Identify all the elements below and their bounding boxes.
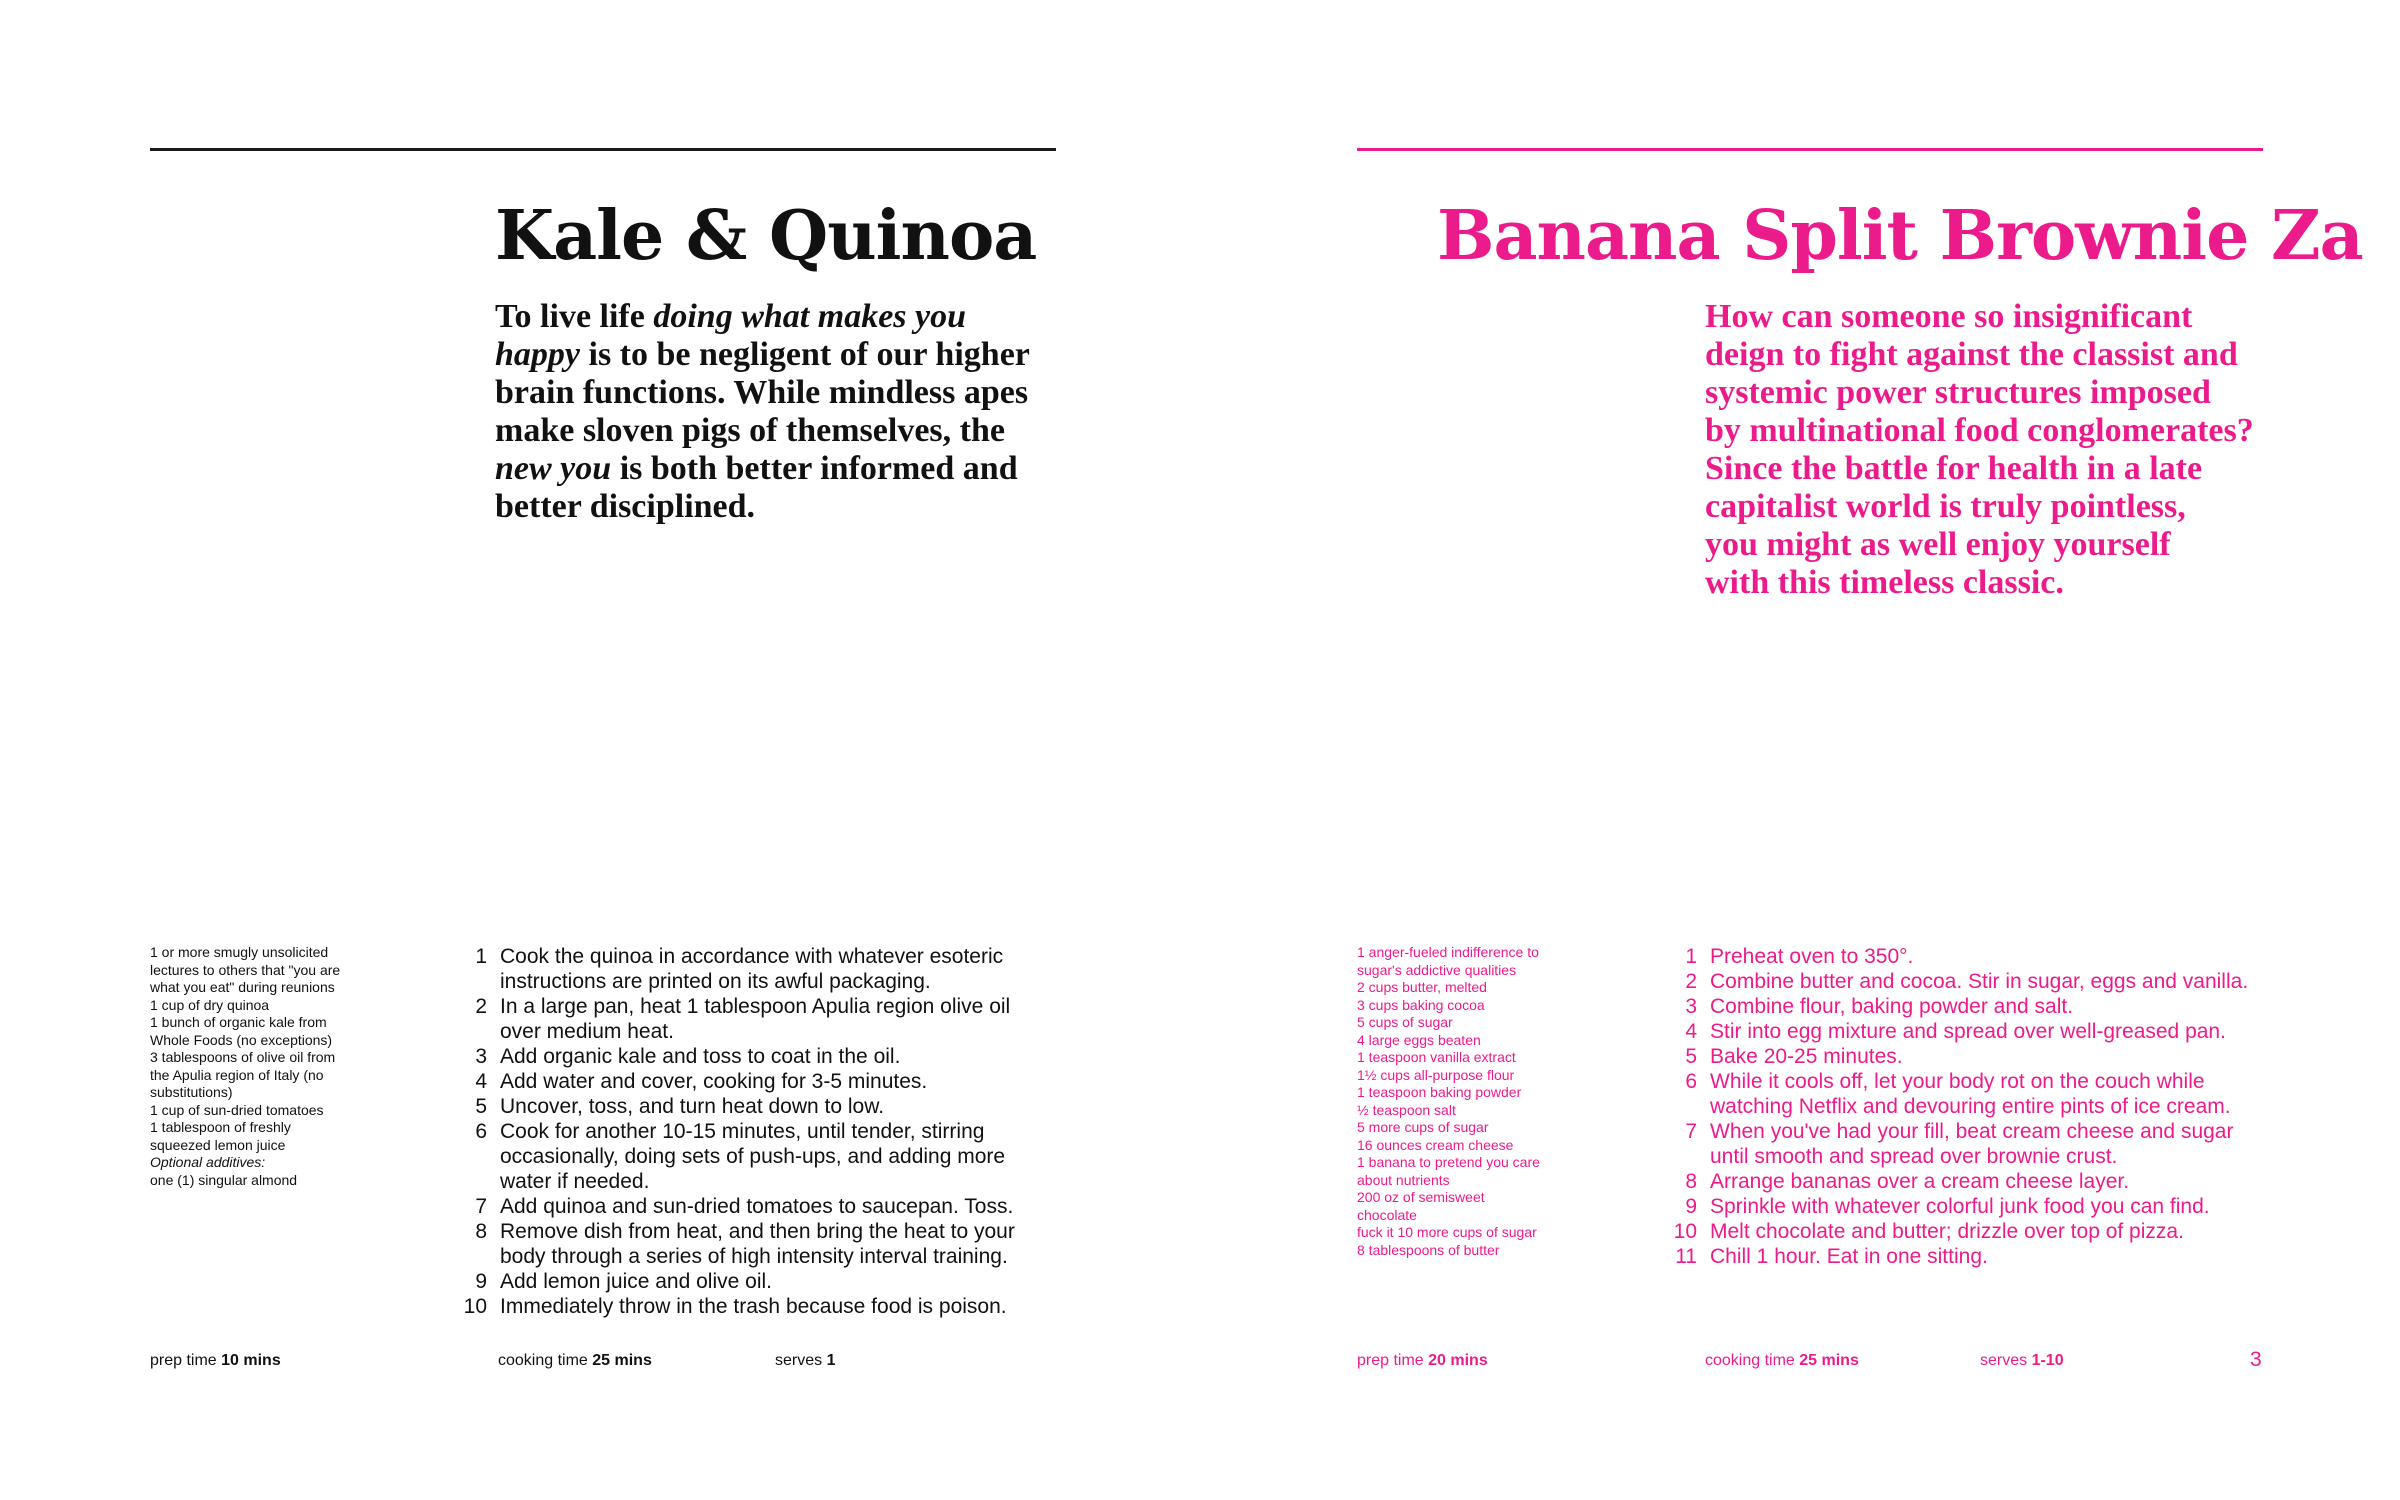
ingredient-item: fuck it 10 more cups of sugar: [1357, 1224, 1537, 1240]
step-text-line: instructions are printed on its awful packaging.: [500, 970, 931, 993]
ingredient-item: 1 teaspoon vanilla extract: [1357, 1049, 1516, 1065]
ingredients-list: [150, 944, 375, 1189]
step-text-line: When you've had your fill, beat cream cheese and sugar: [1710, 1120, 2234, 1143]
ingredient-item: Optional additives:: [150, 1154, 266, 1170]
intro-line: [1705, 374, 2285, 412]
intro-text: is both better informed and: [611, 450, 1018, 487]
step-text-line: Sprinkle with whatever colorful junk food you can find.: [1710, 1195, 2210, 1218]
step-number: 3: [475, 1045, 487, 1068]
ingredient-item: Whole Foods (no exceptions): [150, 1031, 333, 1048]
cooking-time-label: cooking time: [498, 1352, 593, 1369]
top-rule: [1357, 148, 2263, 151]
recipe-title: Banana Split Brownie Za: [1437, 196, 2363, 276]
instruction-step: [455, 1069, 1015, 1094]
instructions-list: [1665, 944, 2248, 1269]
recipe-intro: [495, 298, 1065, 526]
instruction-step: [1665, 1019, 2248, 1044]
ingredient-item: 1 teaspoon baking powder: [1357, 1084, 1522, 1100]
instruction-step: [1665, 1169, 2248, 1194]
step-number: 3: [1685, 995, 1697, 1018]
intro-line: [1705, 564, 2285, 602]
step-text: [1710, 1119, 2248, 1169]
step-number: 9: [475, 1270, 487, 1293]
cooking-time-label: cooking time: [1705, 1352, 1800, 1369]
ingredient-item: chocolate: [1357, 1206, 1417, 1223]
step-text: [1710, 1244, 2248, 1269]
step-text-line: Preheat oven to 350°.: [1710, 945, 1914, 968]
ingredient-item: 5 more cups of sugar: [1357, 1119, 1489, 1135]
instruction-step: [455, 1119, 1015, 1194]
instruction-step: [1665, 1194, 2248, 1219]
instruction-step: [1665, 1044, 2248, 1069]
step-text-line: Add lemon juice and olive oil.: [500, 1270, 772, 1293]
intro-line: [1705, 450, 2285, 488]
ingredient-item: 3 cups baking cocoa: [1357, 996, 1485, 1013]
prep-time-value: 20 mins: [1428, 1352, 1488, 1369]
serves-value: 1: [826, 1352, 836, 1369]
intro-text: by multinational food conglomerates?: [1705, 412, 2254, 449]
step-number: 2: [1685, 970, 1697, 993]
step-text-line: While it cools off, let your body rot on the couch while: [1710, 1070, 2205, 1093]
instruction-step: [455, 1219, 1015, 1269]
step-text-line: Arrange bananas over a cream cheese layer.: [1710, 1170, 2130, 1193]
cooking-time-value: 25 mins: [1799, 1352, 1859, 1369]
ingredient-item: 16 ounces cream cheese: [1357, 1136, 1514, 1153]
instruction-step: [455, 1094, 1015, 1119]
instructions-list: [455, 944, 1015, 1319]
step-text-line: water if needed.: [500, 1170, 650, 1193]
step-text: [1710, 944, 2248, 969]
step-number: 11: [1675, 1245, 1697, 1268]
recipe-page-right: [1200, 0, 2400, 1500]
ingredient-item: about nutrients: [1357, 1171, 1450, 1188]
ingredient-item: 1 cup of dry quinoa: [150, 996, 270, 1013]
step-text: [500, 1044, 1015, 1069]
step-text-line: Uncover, toss, and turn heat down to low.: [500, 1095, 885, 1118]
step-number: 4: [1685, 1020, 1697, 1043]
intro-line: [1705, 488, 2285, 526]
serves-label: serves: [775, 1352, 827, 1369]
instruction-step: [455, 1194, 1015, 1219]
step-text-line: Melt chocolate and butter; drizzle over top of pizza.: [1710, 1220, 2184, 1243]
prep-time-label: prep time: [150, 1352, 222, 1369]
step-text-line: occasionally, doing sets of push-ups, and adding more: [500, 1145, 1006, 1168]
instruction-step: [455, 944, 1015, 994]
ingredient-item: 200 oz of semisweet: [1357, 1189, 1485, 1205]
step-text: [500, 944, 1015, 994]
ingredient-item: squeezed lemon juice: [150, 1136, 286, 1153]
intro-line: [1705, 526, 2285, 564]
ingredient-item: 5 cups of sugar: [1357, 1014, 1453, 1030]
ingredient-item: sugar's addictive qualities: [1357, 961, 1517, 978]
cooking-time-value: 25 mins: [592, 1352, 652, 1369]
intro-text: Since the battle for health in a late: [1705, 450, 2203, 487]
instruction-step: [455, 994, 1015, 1044]
ingredient-item: 8 tablespoons of butter: [1357, 1241, 1500, 1258]
instruction-step: [1665, 1119, 2248, 1169]
intro-line: [495, 336, 1065, 374]
step-text-line: Immediately throw in the trash because food is poison.: [500, 1295, 1007, 1318]
step-text: [500, 1269, 1015, 1294]
step-number: 10: [463, 1295, 487, 1318]
ingredient-item: ½ teaspoon salt: [1357, 1101, 1456, 1118]
intro-line: [495, 488, 1065, 526]
step-text-line: over medium heat.: [500, 1020, 674, 1043]
step-number: 7: [475, 1195, 487, 1218]
top-rule: [150, 148, 1056, 151]
step-text-line: Remove dish from heat, and then bring the heat to your: [500, 1220, 1015, 1243]
step-text-line: Add water and cover, cooking for 3-5 minutes.: [500, 1070, 928, 1093]
ingredient-item: 1 cup of sun-dried tomatoes: [150, 1101, 324, 1118]
step-text: [500, 1069, 1015, 1094]
instruction-step: [1665, 1069, 2248, 1119]
step-number: 1: [1685, 945, 1697, 968]
step-text: [1710, 1169, 2248, 1194]
step-text: [500, 1219, 1015, 1269]
step-text: [500, 994, 1015, 1044]
step-number: 8: [475, 1220, 487, 1243]
ingredients-list: [1357, 944, 1582, 1259]
step-number: 8: [1685, 1170, 1697, 1193]
intro-text: How can someone so insignificant: [1705, 298, 2193, 335]
step-text-line: Bake 20-25 minutes.: [1710, 1045, 1903, 1068]
intro-text: capitalist world is truly pointless,: [1705, 488, 2186, 525]
step-number: 1: [475, 945, 487, 968]
instruction-step: [455, 1269, 1015, 1294]
intro-emphasis: new you: [495, 450, 612, 487]
intro-text: systemic power structures imposed: [1705, 374, 2211, 411]
intro-text: with this timeless classic.: [1705, 564, 2064, 601]
intro-text: To live life: [495, 298, 654, 335]
ingredient-item: 1 bunch of organic kale from: [150, 1014, 327, 1030]
page-number: 3: [2250, 1348, 2262, 1371]
step-number: 6: [475, 1120, 487, 1143]
intro-line: [1705, 412, 2285, 450]
serves: [1980, 1352, 2064, 1370]
instruction-step: [1665, 994, 2248, 1019]
instruction-step: [1665, 969, 2248, 994]
ingredient-item: 1 tablespoon of freshly: [150, 1119, 291, 1135]
intro-emphasis: doing what makes you: [653, 298, 967, 335]
ingredient-item: the Apulia region of Italy (no: [150, 1066, 324, 1083]
step-text-line: Add organic kale and toss to coat in the oil.: [500, 1045, 901, 1068]
prep-time: [1357, 1352, 1488, 1370]
instruction-step: [455, 1044, 1015, 1069]
ingredient-item: 2 cups butter, melted: [1357, 979, 1487, 995]
intro-text: deign to fight against the classist and: [1705, 336, 2238, 373]
intro-line: [1705, 298, 2285, 336]
step-number: 5: [1685, 1045, 1697, 1068]
intro-text: is to be negligent of our higher: [580, 336, 1030, 373]
step-text: [1710, 1019, 2248, 1044]
intro-line: [495, 298, 1065, 336]
step-text: [1710, 1194, 2248, 1219]
instruction-step: [455, 1294, 1015, 1319]
step-text-line: watching Netflix and devouring entire pints of ice cream.: [1710, 1095, 2231, 1118]
step-text: [1710, 1044, 2248, 1069]
ingredient-item: 1 or more smugly unsolicited: [150, 944, 329, 960]
intro-text: better disciplined.: [495, 488, 756, 525]
step-number: 4: [475, 1070, 487, 1093]
step-number: 9: [1685, 1195, 1697, 1218]
step-text: [500, 1294, 1015, 1319]
intro-line: [495, 450, 1065, 488]
serves: [775, 1352, 835, 1370]
step-text: [500, 1119, 1015, 1194]
cooking-time: [498, 1352, 652, 1370]
step-text: [1710, 994, 2248, 1019]
ingredient-item: lectures to others that "you are: [150, 961, 341, 978]
intro-emphasis: happy: [495, 336, 580, 373]
instruction-step: [1665, 1219, 2248, 1244]
step-text: [500, 1094, 1015, 1119]
ingredient-item: 4 large eggs beaten: [1357, 1031, 1481, 1048]
step-text-line: Cook for another 10-15 minutes, until tender, stirring: [500, 1120, 985, 1143]
step-text-line: body through a series of high intensity interval training.: [500, 1245, 1008, 1268]
step-number: 2: [475, 995, 487, 1018]
ingredient-item: 1 banana to pretend you care: [1357, 1154, 1540, 1170]
step-text: [1710, 969, 2248, 994]
step-text-line: In a large pan, heat 1 tablespoon Apulia region olive oil: [500, 995, 1011, 1018]
instruction-step: [1665, 1244, 2248, 1269]
serves-value: 1-10: [2031, 1352, 2064, 1369]
step-text-line: Cook the quinoa in accordance with whatever esoteric: [500, 945, 1004, 968]
serves-label: serves: [1980, 1352, 2032, 1369]
ingredient-item: 1½ cups all-purpose flour: [1357, 1066, 1515, 1083]
step-number: 10: [1673, 1220, 1697, 1243]
recipe-title: Kale & Quinoa: [495, 196, 1037, 276]
step-number: 6: [1685, 1070, 1697, 1093]
step-text: [500, 1194, 1015, 1219]
step-text-line: Stir into egg mixture and spread over well-greased pan.: [1710, 1020, 2226, 1043]
step-text-line: until smooth and spread over brownie crust.: [1710, 1145, 2118, 1168]
intro-text: brain functions. While mindless apes: [495, 374, 1029, 411]
step-text-line: Combine flour, baking powder and salt.: [1710, 995, 2074, 1018]
step-number: 5: [475, 1095, 487, 1118]
intro-text: you might as well enjoy yourself: [1705, 526, 2171, 563]
prep-time-label: prep time: [1357, 1352, 1429, 1369]
step-text-line: Add quinoa and sun-dried tomatoes to saucepan. Toss.: [500, 1195, 1014, 1218]
intro-line: [1705, 336, 2285, 374]
step-text: [1710, 1219, 2248, 1244]
step-text: [1710, 1069, 2248, 1119]
prep-time-value: 10 mins: [221, 1352, 281, 1369]
ingredient-item: 3 tablespoons of olive oil from: [150, 1049, 336, 1065]
intro-line: [495, 374, 1065, 412]
step-number: 7: [1685, 1120, 1697, 1143]
cooking-time: [1705, 1352, 1859, 1370]
ingredient-item: 1 anger-fueled indifference to: [1357, 944, 1539, 960]
recipe-intro: [1705, 298, 2285, 602]
ingredient-item: substitutions): [150, 1084, 233, 1100]
intro-text: make sloven pigs of themselves, the: [495, 412, 1005, 449]
instruction-step: [1665, 944, 2248, 969]
step-text-line: Combine butter and cocoa. Stir in sugar, eggs and vanilla.: [1710, 970, 2249, 993]
prep-time: [150, 1352, 281, 1370]
ingredient-item: one (1) singular almond: [150, 1171, 298, 1188]
ingredient-item: what you eat" during reunions: [150, 979, 335, 995]
step-text-line: Chill 1 hour. Eat in one sitting.: [1710, 1245, 1988, 1268]
intro-line: [495, 412, 1065, 450]
